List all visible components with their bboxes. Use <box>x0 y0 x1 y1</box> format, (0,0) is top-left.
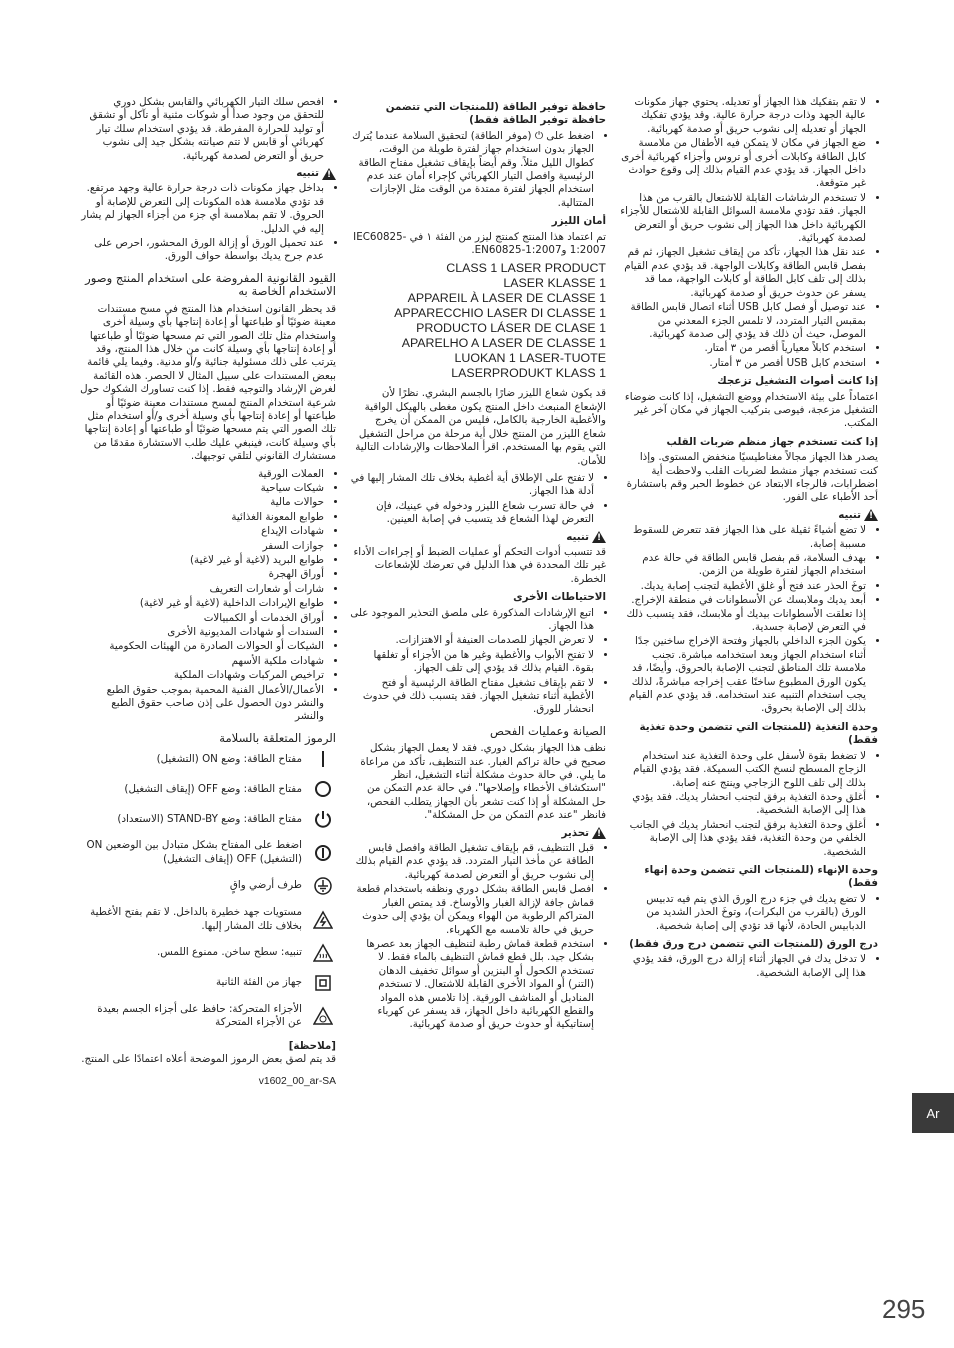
warning-triangle-icon <box>592 827 606 839</box>
laser-class-label: CLASS 1 LASER PRODUCT <box>446 261 606 276</box>
list-item: • لا تضع يديك في جزء درج الورق الذي يتم فيه تدبيس الورق (بالقرب من البكرات)، وتوخَ الحذر الشديد من الدبابيس الحادة، لأنها قد تؤدي إلى إصابة شخصية. <box>620 893 866 933</box>
list-item: • بداخل جهاز مكونات ذات درجة حرارة عالية وجهد مرتفع. قد تؤدي ملامسة هذه المكونات إلى التعرض للإصابة أو الحروق. لا تقم بملامسة أي جزء من أجزاء الجهاز لم يشار إليه في الدليل. <box>80 182 324 236</box>
page-number: 295 <box>882 1294 926 1324</box>
drawer-list <box>620 953 878 980</box>
section-heading: وحدة التغذية (للمنتجات التي تتضمن وحدة تغذية فقط) <box>639 720 878 747</box>
warning-triangle-icon <box>322 168 336 180</box>
laser-class-label: APPAREIL À LASER DE CLASSE 1 <box>407 291 606 306</box>
symbol-row: اضغط على المفتاح بشكل متبادل بين الوضعين ON (التشغيل) OFF (إيقاف التشغيل) <box>80 839 336 866</box>
other-list <box>350 607 606 717</box>
standby-icon <box>310 809 336 829</box>
list-item: • لا تستخدم الرشاشات القابلة للاشتعال بالقرب من هذا الجهاز. فقد تؤدي ملامسة السوائل القابلة للاشتعال للأجزاء الكهربائية داخل هذا الجهاز إلى نشوب حريق أو التعرض لصدمة كهربائية. <box>620 192 866 246</box>
list-item: • لا تقم بتفكيك هذا الجهاز أو تعديله. يحتوي جهاز مكونات عالية الجهد وذات درجة حرارة عالية. وقد يؤدي تفكيك الجهاز أو تعديله إلى نشوب حريق أو صدمة كهربائية. <box>620 96 866 136</box>
warning-list <box>350 842 606 1032</box>
laser-class-label: LASER KLASSE 1 <box>503 276 606 291</box>
list-item: • جوازات السفر <box>80 540 324 553</box>
section-title: الصيانة وعمليات الفحص <box>490 723 606 738</box>
laser-class-label: APARELHO A LASER DE CLASSE 1 <box>401 336 606 351</box>
symbol-row: مفتاح الطاقة: وضع STAND-BY (الاستعداد) <box>80 809 336 829</box>
list-item: • شيكات سياحية <box>80 482 324 495</box>
left-column <box>80 96 336 1088</box>
list-item: • أبعد يديك وملابسك عن الأسطوانات في منطقة الإخراج. إذا تعلقت الأسطوانات بيديك أو ملابسك، فقد يتسبب ذلك في التعرض لإصابة جسدية. <box>620 594 866 634</box>
laser-class-label: PRODUCTO LÁSER DE CLASE 1 <box>416 321 606 336</box>
list-item: • اتبع الإرشادات المذكورة على ملصق التحذير الموجود على هذا الجهاز. <box>350 607 594 634</box>
list-item: • اضغط على ⏻ (موفر الطاقة) لتحقيق السلامة عندما يُترك الجهاز بدون استخدام جهاز لفترة طويلة من الوقت، كطوال الليل مثلاً. وقم أيضاً بإيقاف تشغيل مفتاح الطاقة الرئيسية وافصل التيار الكهربائي كإجراء أمان عند عدم استخدام الجهاز لفترة ممتدة من الوقت مثل الإجازات المتتالية. <box>350 130 594 210</box>
paragraph: اعتماداً على بيئة الاستخدام ووضع التشغيل، إذا كانت ضوضاء التشغيل مزعجة، فيوصى بتركيب الجهاز في مكان آخر غير المكتب. <box>624 390 878 430</box>
middle-column <box>350 96 606 1036</box>
symbol-row: جهاز من الفئة الثانية <box>80 973 336 993</box>
list-item: • افصل قابس الطاقة بشكل دوري ونظفه باستخدام قطعة قماش جافة لإزالة الغبار والأوساخ. قد يمتص الغبار المتراكم الرطوبة من الهواء ويمكن أن يؤدي إلى حدوث حريق في حالة تلامسه مع الكهرباء. <box>350 883 594 937</box>
list-item: • طوابع البريد (لاغية أو غير لاغية) <box>80 554 324 567</box>
symbol-row: الأجزاء المتحركة: حافظ على أجزاء الجسم بعيدة عن الأجزاء المتحركة <box>80 1003 336 1030</box>
hot-surface-icon <box>310 943 336 963</box>
push-push-icon <box>310 843 336 863</box>
list-item: • في حالة تسرب شعاع الليزر ودخوله في عينيك، فإن التعرض لهذا الشعاع قد يتسبب في إصابة العينين. <box>350 500 594 527</box>
list-item: • الشيكات أو الحوالات الصادرة من الهيئات الحكومية <box>80 640 324 653</box>
list-item: • شهادات الإيداع <box>80 525 324 538</box>
list-item: • أوراق الخدمات أو الكمبيالات <box>80 612 324 625</box>
list-item: • توخَ الحذر عند فتح أو غلق الأغطية لتجنب إصابة يديك. <box>620 580 866 593</box>
right-column <box>620 96 878 984</box>
list-item: • شارات أو شعارات التعريف <box>80 583 324 596</box>
laser-class-label: LUOKAN 1 LASER-TUOTE <box>454 351 606 366</box>
list-item: • لا تعرض الجهاز للصدمات العنيفة أو الاهتزازات. <box>350 634 594 647</box>
warning-triangle-icon <box>864 509 878 521</box>
list-item: • لا تفتح الأبواب والأغطية وغير ها من الأجزاء أو تغلقها بقوة. القيام بذلك قد يؤدي إلى تلف الجهاز. <box>350 649 594 676</box>
list-item: • افحص سلك التيار الكهربائي والقابس بشكل دوري للتحقق من وجود صدأ أو شوكات مثنية أو تآكل أو تشقق أو توليد للحرارة المفرطة. قد يؤدي استخدام سلك تيار كهربائي أو قابس لا تتم صيانته بشكل جيد إلى نشوب حريق أو التعرض لصدمة كهربائية. <box>80 96 324 163</box>
symbol-row: طرف أرضي واقٍ <box>80 876 336 896</box>
caution-label: ! تنبيه <box>350 531 606 544</box>
finisher-list <box>620 893 878 933</box>
paragraph: يصدر هذا الجهاز مجالاً مغناطيسيًا منخفض المستوى. وإذا كنت تستخدم جهاز منشط لضربات القلب ولاحظت أية اضطرابات، فالرجاء الابتعاد عن خطوط الحبر وقم باستشارة أحد الأطباء على الفور. <box>626 451 878 504</box>
feeder-list <box>620 750 878 859</box>
list-item: • يكون الجزء الداخلي بالجهاز وفتحة الإخراج ساخنين جدًا أثناء استخدام الجهاز وبعد استخدامه مباشرة. تجنب ملامسة تلك المناطق لتجنب الإصابة بالحروق. وأيضًا، قد يكون الورق المطبوع ساخنًا عقب إخراجه مباشرةً، لذلك يجب استخدام التنبيه عند استخدامه. قد يؤدي عدم القيام بذلك إلى الإصابة بحروق. <box>620 635 866 715</box>
list-item: • لا تضغط بقوة لأسفل على وحدة التغذية عند استخدام الزجاج المسطح لنسخ الكتب السميكة. فقد يؤدي القيام بذلك إلى تلف اللوح الزجاجي وينتج عنه إصابة. <box>620 750 866 790</box>
list-item: • استخدم كابل USB أقصر من ٣ أمتار. <box>620 357 866 370</box>
version-label: v1602_00_ar-SA <box>258 1075 336 1087</box>
list-item: • أغلق وحدة التغذية برفق لتجنب انحشار يديك. فقد يؤدي هذا إلى الإصابة الشخصية. <box>620 791 866 818</box>
section-title: القيود القانونية المفروضة على استخدام المنتج وصور الاستخدام الخاصة به <box>85 270 336 299</box>
intro-list <box>620 96 878 370</box>
list-item: • السندات أو شهادات المديونية الأخرى <box>80 626 324 639</box>
caution-list <box>620 524 878 716</box>
list-item: • حوالات مالية <box>80 496 324 509</box>
power-off-icon <box>310 779 336 799</box>
section-heading: وحدة الإنهاء (للمنتجات التي تتضمن وحدة إنهاء فقط) <box>644 863 878 890</box>
list-item: • شهادات ملكية الأسهم <box>80 655 324 668</box>
energy-list <box>350 130 606 210</box>
class2-icon <box>310 973 336 993</box>
list-item: • عند توصيل أو فصل كابل USB أثناء اتصال قابس الطاقة بمقبس التيار المتردد، لا تلمس الجزء المعدني من الموصل، حيث أن ذلك قد يؤدي إلى صدمة كهربائية. <box>620 301 866 341</box>
section-heading: الاحتياطات الأخرى <box>513 591 606 604</box>
note-heading: [ملاحظة] <box>288 1039 336 1052</box>
paragraph: نظف هذا الجهاز بشكل دوري. فقد لا يعمل الجهاز بشكل صحيح في حالة تراكم الغبار. عند التنظيف، تأكد من مراعاة ما يلي. في حالة حدوث مشكلة أثناء التشغيل، انظر "استكشاف الأخطاء وإصلاحها". في حالة عدم التمكن من حل المشكلة أو إذا كنت تشعر بأن الجهاز يتطلب الفحص، فانظر "عند عدم التمكن من حل المشكلة". <box>360 742 606 822</box>
section-heading: إذا كانت أصوات التشغيل تزعجك <box>717 375 878 388</box>
list-item: • طوابع الإيرادات الداخلية (لاغية أو غير لاغية) <box>80 597 324 610</box>
paragraph: قد يحظر القانون استخدام هذا المنتج في مسح مستندات معينة ضوئيًا أو طباعتها أو إعادة إنتاجها بأي وسيلة أخرى واستخدام مثل تلك الصور التي تم مسحها ضوئيًا أو طباعتها أو إعادة إنتاجها بأي وسيلة كانت من خلال هذا المنتج، وقد يترتب على ذلك مسئولية جنائية و/أو مدنية. وفيما يلي قائمة ببعض المستندات على سبيل المثال لا الحصر. هذه القائمة لغرض الإرشاد والتوجيه فقط. إذا كنت تساورك الشكوك حول شرعية استخدام المنتج لمسح مستندات معينة ضوئيًا أو طباعتها أو إعادة إنتاجها بأي وسيلة أخرى و/أو استخدام مثل تلك الصور التي يتم مسحها ضوئيًا أو طباعتها أو إعادة إنتاجها بأي وسيلة كانت، فينبغي عليك طلب الاستشارة مقدمًا من مستشارك القانوني لتلقي توجيهك. <box>80 302 336 463</box>
list-item: • لا تقم بإيقاف تشغيل مفتاح الطاقة الرئيسية أو فتح الأغطية أثناء تشغيل الجهاز. فقد يتسبب ذلك في حدوث انحشار للورق. <box>350 677 594 717</box>
laser-class-label: APPARECCHIO LASER DI CLASSE 1 <box>394 306 606 321</box>
list-item: • عند تحميل الورق أو إزالة الورق المحشور، احرص على عدم جرح يديك بواسطة حواف الورق. <box>80 237 324 264</box>
warning-triangle-icon <box>592 531 606 543</box>
section-heading: درج الورق (للمنتجات التي تتضمن درج ورق فقط) <box>629 937 878 950</box>
list-item: • العملات الورقية <box>80 468 324 481</box>
list-item: • تراخيص المركبات وشهادات الملكية <box>80 669 324 682</box>
section-heading: حافظة توفير الطاقة (للمنتجات التي تتضمن حافظة توفير الطاقة فقط) <box>385 101 606 127</box>
section-title: الرموز المتعلقة بالسلامة <box>219 730 336 745</box>
laser-class-labels <box>350 261 606 381</box>
caution-label: ! تنبيه <box>80 167 336 180</box>
list-item: • الأعمال/الأعمال الفنية المحمية بموجب حقوق الطبع والنشر دون الحصول على إذن صاحب حقوق الطبع والنشر <box>80 684 324 724</box>
symbol-row: تنبيه: سطح ساخن. ممنوع اللمس. <box>80 943 336 963</box>
laser-list <box>350 472 606 527</box>
moving-parts-icon <box>310 1006 336 1026</box>
note-text: قد يتم لصق بعض الرموز الموضحة أعلاه اعتمادًا على المنتج. <box>81 1053 336 1066</box>
list-item: • بهدف السلامة، قم بفصل قابس الطاقة في حالة عدم استخدام الجهاز لفترة طويلة من الزمن. <box>620 552 866 579</box>
power-on-icon <box>310 749 336 769</box>
caution-label: ! تنبيه <box>620 509 878 522</box>
legal-list <box>80 468 336 724</box>
list-item: • لا تفتح على الإطلاق أية أغطية بخلاف تلك المشار إليها في أدلة هذا الجهاز. <box>350 472 594 499</box>
list-item: • ضع الجهاز في مكان لا يتمكن فيه الأطفال من ملامسة كابل الطاقة وكابلات أخرى أو تروس وأجزاء كهربائية أخرى داخل الجهاز. قد يؤدي عدم القيام بذلك إلى وقوع حوادث غير متوقعة. <box>620 137 866 191</box>
section-heading: إذا كنت تستخدم جهاز منظم ضربات القلب <box>666 435 878 448</box>
symbol-row: مفتاح الطاقة: وضع ON (التشغيل) <box>80 749 336 769</box>
intro-list <box>80 96 336 163</box>
paragraph: قد يكون شعاع الليزر ضارًا بالجسم البشري. نظرًا لأن الإشعاع المنبعث داخل المنتج يكون مغطى بالهيكل الواقية والأغطية الخارجية بالكامل، فليس من الممكن أن يخرج شعاع الليزر من المنتج خلال أية مرحلة من مراحل التشغيل التي يقوم بها المستخدم. اقرأ الملاحظات والإرشادات التالية للأمان. <box>355 387 606 467</box>
symbol-row: مفتاح الطاقة: وضع OFF (إيقاف التشغيل) <box>80 779 336 799</box>
list-item: • عند نقل هذا الجهاز، تأكد من إيقاف تشغيل الجهاز، ثم قم بفصل قابس الطاقة وكابلات الواجهة. قد يؤدي عدم القيام بذلك إلى تلف كابل الطاقة أو كابلات الواجهة، مما قد يسفر عن حدوث حريق أو صدمة كهربائية. <box>620 246 866 300</box>
ground-icon <box>310 876 336 896</box>
list-item: • استخدم كابلاً معيارياً أقصر من ٣ أمتار. <box>620 342 866 355</box>
warning-label: ! تحذير <box>350 827 606 840</box>
language-tab: Ar <box>912 1093 954 1133</box>
paragraph: تم اعتماد هذا المنتج كمنتج ليزر من الفئة ١ في IEC60825-1:2007 وEN60825-1:2007. <box>353 230 606 257</box>
list-item: • طوابع المعونة الغذائية <box>80 511 324 524</box>
list-item: • أغلق وحدة التغذية برفق لتجنب انحشار يديك في الجانب الخلفي من وحدة التغذية، فقد يؤدي هذا إلى الإصابة الشخصية. <box>620 819 866 859</box>
list-item: • لا تدخل يدك في الجهاز أثناء إزالة درج الورق، فقد يؤدي هذا إلى الإصابة الشخصية. <box>620 953 866 980</box>
list-item: • قبل التنظيف، قم بإيقاف تشغيل الطاقة وافصل قابس الطاقة عن مأخذ التيار المتردد. قد يؤدي عدم القيام بذلك إلى نشوب حريق أو التعرض لصدمة كهربائية. <box>350 842 594 882</box>
list-item: • استخدم قطعة قماش رطبة لتنظيف الجهاز بعد عصرها بشكل جيد. بلل قطع قماش التنظيف بالماء فقط. لا تستخدم الكحول أو البنزين أو سوائل تخفيف الدهان (التنر) أو المواد الأخرى القابلة للاشتعال. لا تستخدم المناديل أو المناشف الورقية. إذا تلامس هذه المواد والقطع الكهربائية داخل الجهاز، قد يسفر عن كهرباء إستاتيكية أو حدوث حريق أو صدمة كهربائية. <box>350 938 594 1032</box>
paragraph: قد تتسبب أدوات التحكم أو عمليات الضبط أو إجراءات الأداء غير تلك المحددة في هذا الدليل في تعرضك للإشعاعات الخطرة. <box>353 545 606 585</box>
list-item: • أوراق الهجرة <box>80 568 324 581</box>
high-voltage-icon <box>310 910 336 930</box>
section-heading: أمان الليزر <box>551 215 606 228</box>
list-item: • لا تضع أشياءً ثقيلة على هذا الجهاز فقد تتعرض للسقوط مسببة إصابة. <box>620 524 866 551</box>
caution-list <box>80 182 336 263</box>
symbol-row: مستويات جهد خطيرة بالداخل. لا تقم بفتح الأغطية بخلاف تلك المشار إليها. <box>80 906 336 933</box>
laser-class-label: LASERPRODUKT KLASS 1 <box>451 366 606 381</box>
